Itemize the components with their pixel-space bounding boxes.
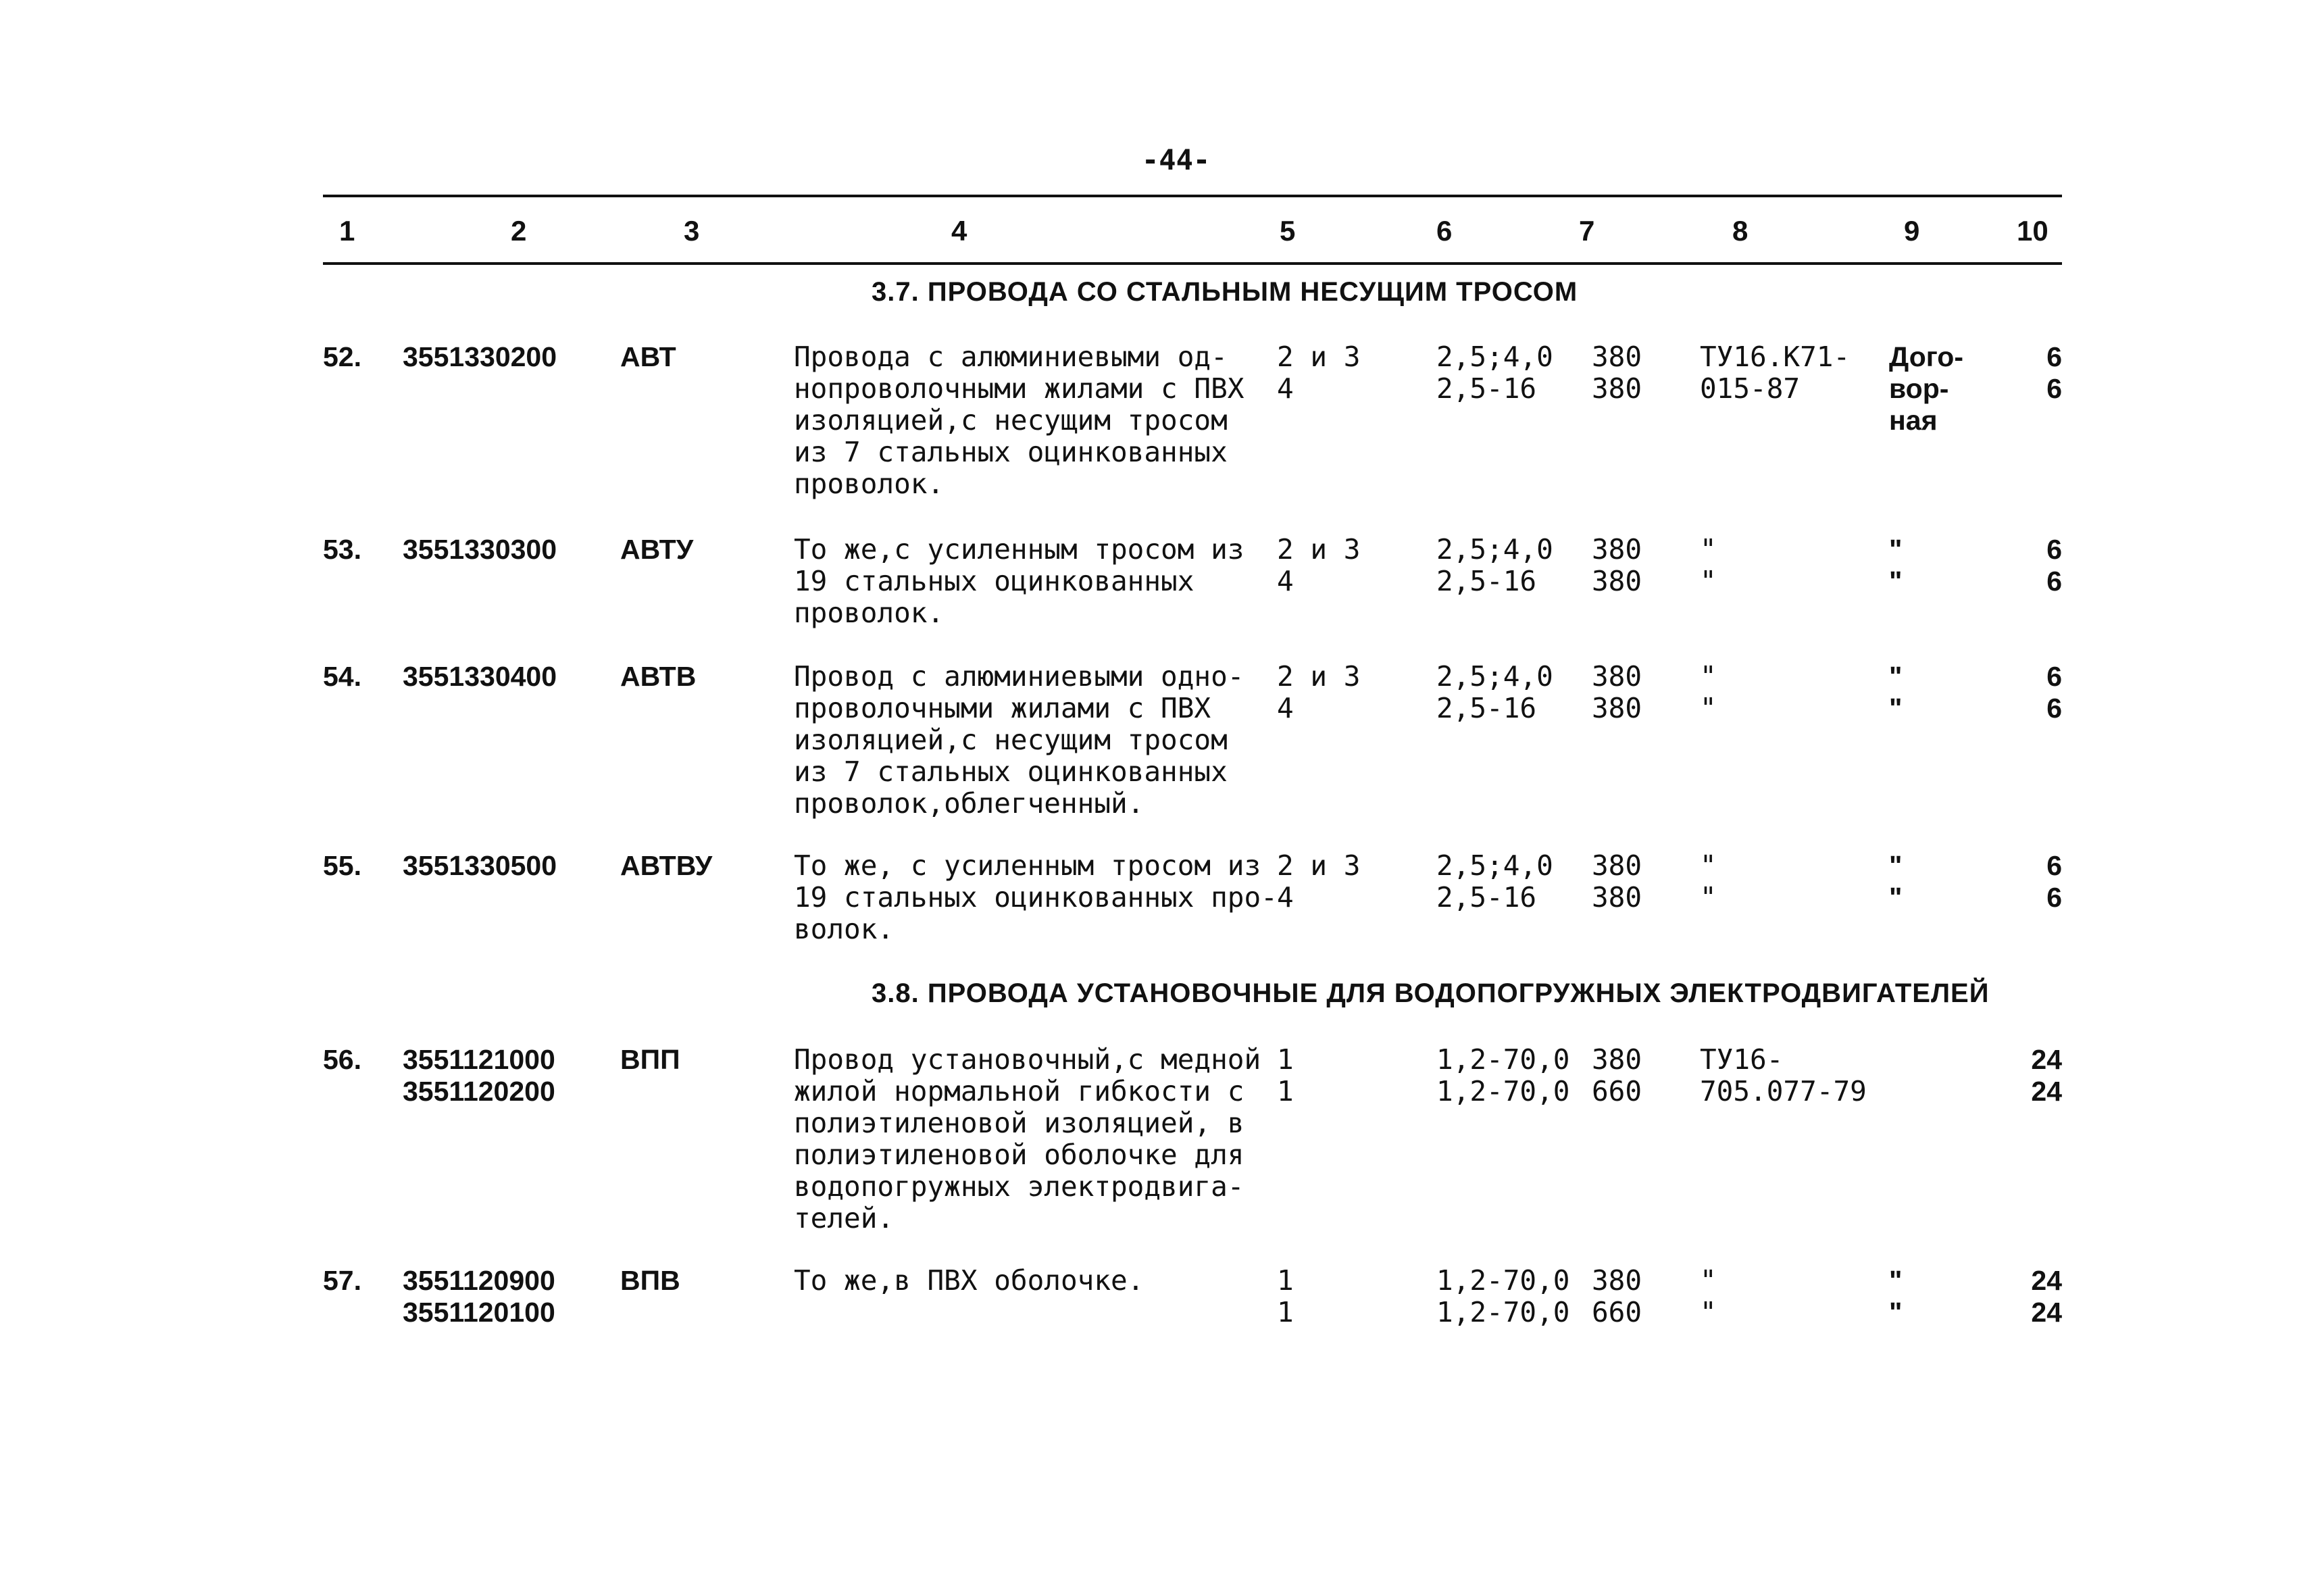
row-5-col-c6-line-1: 1,2-70,0	[1436, 1043, 1570, 1076]
row-3-col-mark-line-1: АВТВ	[620, 661, 697, 692]
row-1-col-desc-line-4: из 7 стальных оцинкованных	[794, 436, 1228, 468]
row-6-col-code-line-2: 3551120100	[403, 1297, 555, 1328]
row-2-col-c6-line-1: 2,5;4,0	[1436, 533, 1553, 566]
row-4-col-c7-line-1: 380	[1592, 849, 1642, 882]
column-header-2: 2	[511, 215, 527, 247]
row-5-col-c10-line-1: 24	[2031, 1044, 2062, 1075]
row-1-col-desc-line-1: Провода с алюминиевыми од-	[794, 341, 1228, 373]
row-1-col-c8-line-1: ТУ16.К71-	[1700, 341, 1851, 373]
row-3-col-c6-line-2: 2,5-16	[1436, 692, 1537, 724]
row-3-col-c8-line-1: "	[1700, 660, 1717, 693]
row-4-col-c9-line-1: "	[1889, 850, 1903, 881]
row-5-col-num-line-1: 56.	[323, 1044, 361, 1075]
row-1-col-c5-line-2: 4	[1277, 372, 1294, 405]
row-4-col-c6-line-2: 2,5-16	[1436, 881, 1537, 914]
row-5-col-c8-line-2: 705.077-79	[1700, 1075, 1867, 1107]
row-2-col-c7-line-2: 380	[1592, 565, 1642, 597]
row-6-col-code-line-1: 3551120900	[403, 1265, 555, 1296]
row-4-col-c7-line-2: 380	[1592, 881, 1642, 914]
page-number: -44-	[1142, 143, 1211, 176]
row-2-col-c10-line-1: 6	[2046, 534, 2062, 565]
row-1-col-c6-line-2: 2,5-16	[1436, 372, 1537, 405]
column-header-1: 1	[339, 215, 355, 247]
row-1-col-code-line-1: 3551330200	[403, 341, 557, 372]
row-5-col-desc-line-5: водопогружных электродвига-	[794, 1170, 1244, 1203]
row-6-col-desc-line-1: То же,в ПВХ оболочке.	[794, 1264, 1145, 1297]
row-5-col-c6-line-2: 1,2-70,0	[1436, 1075, 1570, 1107]
row-4-col-c8-line-2: "	[1700, 881, 1717, 914]
row-3-col-c7-line-1: 380	[1592, 660, 1642, 693]
row-5-col-c5-line-1: 1	[1277, 1043, 1294, 1076]
row-2-col-c9-line-1: "	[1889, 534, 1903, 565]
row-4-col-c8-line-1: "	[1700, 849, 1717, 882]
column-header-10: 10	[2017, 215, 2048, 247]
row-6-col-c10-line-2: 24	[2031, 1297, 2062, 1328]
row-6-col-c5-line-2: 1	[1277, 1296, 1294, 1328]
row-3-col-code-line-1: 3551330400	[403, 661, 557, 692]
row-2-col-desc-line-3: проволок.	[794, 597, 945, 629]
row-3-col-num-line-1: 54.	[323, 661, 361, 692]
row-1-col-c9-line-3: ная	[1889, 405, 1938, 436]
column-header-5: 5	[1280, 215, 1296, 247]
row-2-col-code-line-1: 3551330300	[403, 534, 557, 565]
row-5-col-c10-line-2: 24	[2031, 1076, 2062, 1107]
row-3-col-desc-line-5: проволок,облегченный.	[794, 787, 1145, 820]
column-header-8: 8	[1732, 215, 1749, 247]
row-3-col-c9-line-1: "	[1889, 661, 1903, 692]
row-6-col-c5-line-1: 1	[1277, 1264, 1294, 1297]
row-1-col-c10-line-1: 6	[2046, 341, 2062, 372]
row-1-col-desc-line-2: нопроволочными жилами с ПВХ	[794, 372, 1244, 405]
row-5-col-c5-line-2: 1	[1277, 1075, 1294, 1107]
row-2-col-c5-line-1: 2 и 3	[1277, 533, 1361, 566]
column-header-6: 6	[1436, 215, 1453, 247]
row-2-col-num-line-1: 53.	[323, 534, 361, 565]
row-5-col-desc-line-3: полиэтиленовой изоляцией, в	[794, 1107, 1244, 1139]
row-2-col-desc-line-2: 19 стальных оцинкованных	[794, 565, 1194, 597]
row-4-col-code-line-1: 3551330500	[403, 850, 557, 881]
row-1-col-c9-line-2: вор-	[1889, 373, 1949, 404]
row-3-col-c6-line-1: 2,5;4,0	[1436, 660, 1553, 693]
row-6-col-c9-line-1: "	[1889, 1265, 1903, 1296]
row-1-col-mark-line-1: АВТ	[620, 341, 676, 372]
row-2-col-c6-line-2: 2,5-16	[1436, 565, 1537, 597]
row-4-col-c6-line-1: 2,5;4,0	[1436, 849, 1553, 882]
row-4-col-c5-line-1: 2 и 3	[1277, 849, 1361, 882]
row-1-col-desc-line-3: изоляцией,с несущим тросом	[794, 404, 1228, 437]
row-1-col-desc-line-5: проволок.	[794, 468, 945, 500]
row-3-col-desc-line-3: изоляцией,с несущим тросом	[794, 724, 1228, 756]
row-3-col-c10-line-1: 6	[2046, 661, 2062, 692]
row-1-col-c9-line-1: Дого-	[1889, 341, 1963, 372]
row-5-col-c8-line-1: ТУ16-	[1700, 1043, 1784, 1076]
row-5-col-code-line-2: 3551120200	[403, 1076, 555, 1107]
row-2-col-c5-line-2: 4	[1277, 565, 1294, 597]
row-4-col-c9-line-2: "	[1889, 882, 1903, 913]
row-5-col-desc-line-1: Провод установочный,с медной	[794, 1043, 1261, 1076]
row-5-col-c7-line-2: 660	[1592, 1075, 1642, 1107]
row-4-col-c5-line-2: 4	[1277, 881, 1294, 914]
row-2-col-c9-line-2: "	[1889, 566, 1903, 597]
row-3-col-c10-line-2: 6	[2046, 693, 2062, 724]
row-5-col-mark-line-1: ВПП	[620, 1044, 680, 1075]
row-2-col-desc-line-1: То же,с усиленным тросом из	[794, 533, 1244, 566]
row-6-col-c10-line-1: 24	[2031, 1265, 2062, 1296]
row-4-col-desc-line-2: 19 стальных оцинкованных про-	[794, 881, 1278, 914]
row-5-col-desc-line-6: телей.	[794, 1202, 895, 1235]
header-rule-top	[323, 195, 2062, 197]
row-6-col-mark-line-1: ВПВ	[620, 1265, 680, 1296]
row-3-col-c9-line-2: "	[1889, 693, 1903, 724]
row-2-col-mark-line-1: АВТУ	[620, 534, 694, 565]
row-1-col-c5-line-1: 2 и 3	[1277, 341, 1361, 373]
row-3-col-desc-line-4: из 7 стальных оцинкованных	[794, 755, 1228, 788]
row-4-col-num-line-1: 55.	[323, 850, 361, 881]
row-4-col-c10-line-1: 6	[2046, 850, 2062, 881]
row-1-col-c10-line-2: 6	[2046, 373, 2062, 404]
row-4-col-desc-line-1: То же, с усиленным тросом из	[794, 849, 1261, 882]
row-2-col-c7-line-1: 380	[1592, 533, 1642, 566]
row-6-col-c6-line-2: 1,2-70,0	[1436, 1296, 1570, 1328]
row-6-col-c7-line-2: 660	[1592, 1296, 1642, 1328]
row-3-col-c7-line-2: 380	[1592, 692, 1642, 724]
row-3-col-c8-line-2: "	[1700, 692, 1717, 724]
row-2-col-c10-line-2: 6	[2046, 566, 2062, 597]
column-header-9: 9	[1904, 215, 1920, 247]
section-title-3-7: 3.7. ПРОВОДА СО СТАЛЬНЫМ НЕСУЩИМ ТРОСОМ	[872, 277, 1578, 307]
row-6-col-c9-line-2: "	[1889, 1297, 1903, 1328]
header-rule-bottom	[323, 262, 2062, 265]
column-header-7: 7	[1579, 215, 1595, 247]
row-3-col-c5-line-2: 4	[1277, 692, 1294, 724]
row-1-col-c7-line-2: 380	[1592, 372, 1642, 405]
row-3-col-c5-line-1: 2 и 3	[1277, 660, 1361, 693]
row-6-col-c6-line-1: 1,2-70,0	[1436, 1264, 1570, 1297]
row-4-col-c10-line-2: 6	[2046, 882, 2062, 913]
row-1-col-c6-line-1: 2,5;4,0	[1436, 341, 1553, 373]
row-1-col-c8-line-2: 015-87	[1700, 372, 1801, 405]
row-5-col-desc-line-2: жилой нормальной гибкости с	[794, 1075, 1244, 1107]
row-2-col-c8-line-2: "	[1700, 565, 1717, 597]
row-3-col-desc-line-2: проволочными жилами с ПВХ	[794, 692, 1211, 724]
row-2-col-c8-line-1: "	[1700, 533, 1717, 566]
row-4-col-mark-line-1: АВТВУ	[620, 850, 713, 881]
row-5-col-code-line-1: 3551121000	[403, 1044, 555, 1075]
row-6-col-num-line-1: 57.	[323, 1265, 361, 1296]
column-header-4: 4	[951, 215, 967, 247]
row-5-col-desc-line-4: полиэтиленовой оболочке для	[794, 1139, 1244, 1171]
row-1-col-num-line-1: 52.	[323, 341, 361, 372]
row-3-col-desc-line-1: Провод с алюминиевыми одно-	[794, 660, 1244, 693]
row-5-col-c7-line-1: 380	[1592, 1043, 1642, 1076]
row-4-col-desc-line-3: волок.	[794, 913, 895, 945]
column-header-3: 3	[684, 215, 700, 247]
section-title-3-8: 3.8. ПРОВОДА УСТАНОВОЧНЫЕ ДЛЯ ВОДОПОГРУЖНЫХ ЭЛЕКТРОДВИГАТЕЛЕЙ	[872, 978, 1990, 1008]
row-1-col-c7-line-1: 380	[1592, 341, 1642, 373]
row-6-col-c7-line-1: 380	[1592, 1264, 1642, 1297]
row-6-col-c8-line-2: "	[1700, 1296, 1717, 1328]
row-6-col-c8-line-1: "	[1700, 1264, 1717, 1297]
